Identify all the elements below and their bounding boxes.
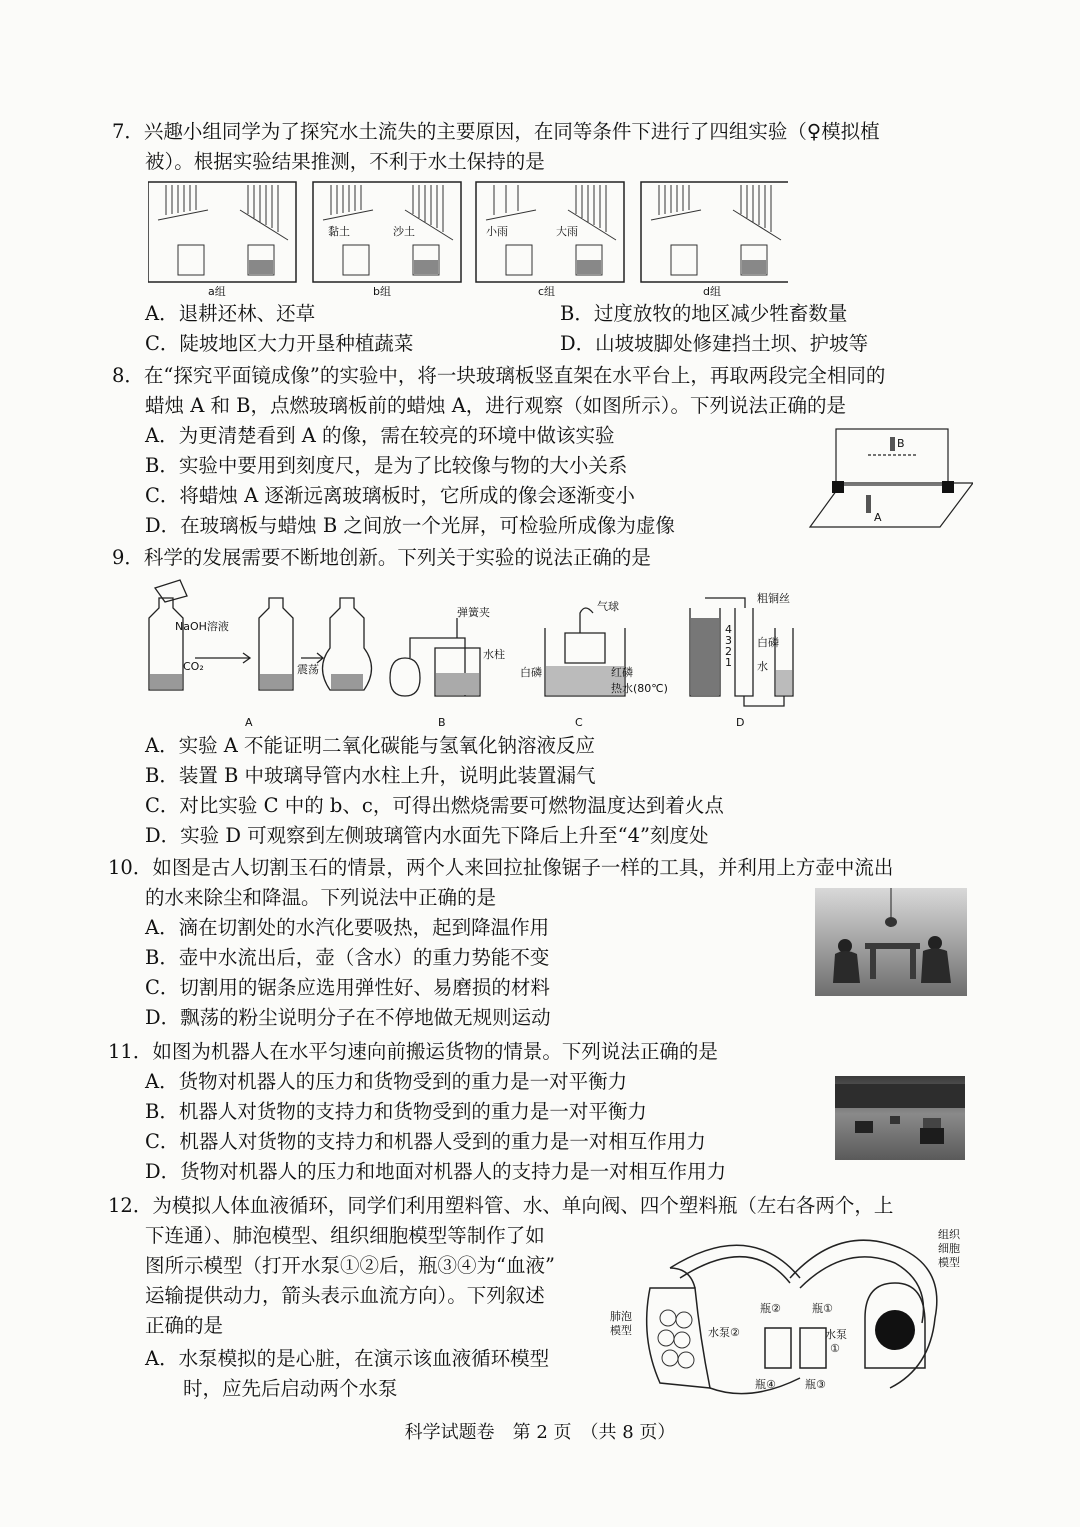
q10-jade-cutting-photo <box>815 888 967 1000</box>
q12-stem-line5: 正确的是 <box>145 1314 224 1337</box>
q9-option-b: B．装置 B 中玻璃导管内水柱上升，说明此装置漏气 <box>145 764 596 787</box>
q12-stem-line2: 下连通）、肺泡模型、组织细胞模型等制作了如 <box>145 1224 545 1247</box>
q12-label-pump-1b: ① <box>830 1342 840 1355</box>
q12-stem-line3: 图所示模型（打开水泵①②后，瓶③④为“血液” <box>145 1254 555 1277</box>
q8-label-a: A <box>874 511 882 524</box>
q9-label-red-p: 红磷 <box>611 666 633 679</box>
q10-option-b: B．壶中水流出后，壶（含水）的重力势能不变 <box>145 946 550 969</box>
q12-label-pump-1a: 水泵 <box>825 1328 847 1341</box>
q9-option-c: C．对比实验 C 中的 b、c，可得出燃烧需要可燃物温度达到着火点 <box>145 794 724 817</box>
q12-label-bottle-4: 瓶④ <box>755 1378 776 1391</box>
q9-tick-2: 2 <box>725 645 732 658</box>
q7-label-sand: 沙土 <box>393 225 415 238</box>
q9-option-d: D．实验 D 可观察到左侧玻璃管内水面先下降后上升至“4”刻度处 <box>145 824 709 847</box>
q8-option-b: B．实验中要用到刻度尺，是为了比较像与物的大小关系 <box>145 454 628 477</box>
q9-tick-4: 4 <box>725 623 732 636</box>
q7-figure <box>148 180 788 300</box>
q9-label-co2: CO₂ <box>183 660 204 673</box>
q8-stem-line1: 8．在“探究平面镜成像”的实验中，将一块玻璃板竖直架在水平台上，再取两段完全相同的 <box>112 364 886 387</box>
q8-stem-line2: 蜡烛 A 和 B，点燃玻璃板前的蜡烛 A，进行观察（如图所示）。下列说法正确的是 <box>145 394 847 417</box>
q11-option-a: A．货物对机器人的压力和货物受到的重力是一对平衡力 <box>145 1070 628 1093</box>
q9-option-a: A．实验 A 不能证明二氧化碳能与氢氧化钠溶液反应 <box>145 734 596 757</box>
q7-label-heavy-rain: 大雨 <box>556 225 578 238</box>
q9-figure <box>135 578 835 733</box>
q11-stem: 11．如图为机器人在水平匀速向前搬运货物的情景。下列说法正确的是 <box>108 1040 718 1063</box>
q7-label-clay: 黏土 <box>328 225 350 238</box>
q12-label-pump-2: 水泵② <box>708 1326 740 1339</box>
q9-label-white-p-d: 白磷 <box>757 636 779 649</box>
q7-stem-line2: 被）。根据实验结果推测，不利于水土保持的是 <box>145 150 545 173</box>
q9-label-hot-water: 热水(80℃) <box>611 682 668 695</box>
q9-label-balloon: 气球 <box>597 600 619 613</box>
q10-option-a: A．滴在切割处的水汽化要吸热，起到降温作用 <box>145 916 550 939</box>
q10-stem-line2: 的水来除尘和降温。下列说法中正确的是 <box>145 886 497 909</box>
q12-label-lung-2: 模型 <box>610 1324 632 1337</box>
q10-option-c: C．切割用的锯条应选用弹性好、易磨损的材料 <box>145 976 550 999</box>
q8-label-b: B <box>897 437 905 450</box>
q12-stem-line1: 12．为模拟人体血液循环，同学们利用塑料管、水、单向阀、四个塑料瓶（左右各两个，上 <box>108 1194 894 1217</box>
q9-label-clip: 弹簧夹 <box>457 606 490 619</box>
q9-letter-a: A <box>245 716 253 729</box>
q9-label-white-p-c: 白磷 <box>520 666 542 679</box>
q9-label-water-d: 水 <box>757 660 768 673</box>
q11-option-d: D．货物对机器人的压力和地面对机器人的支持力是一对相互作用力 <box>145 1160 727 1183</box>
q8-mirror-figure <box>808 425 973 535</box>
q9-letter-c: C <box>575 716 583 729</box>
q12-option-a-line2: 时，应先后启动两个水泵 <box>183 1377 398 1400</box>
q8-option-c: C．将蜡烛 A 逐渐远离玻璃板时，它所成的像会逐渐变小 <box>145 484 635 507</box>
q7-group-a: a组 <box>208 285 226 298</box>
q9-stem: 9．科学的发展需要不断地创新。下列关于实验的说法正确的是 <box>112 546 651 569</box>
q9-label-water-column: 水柱 <box>483 648 505 661</box>
q12-label-bottle-3: 瓶③ <box>805 1378 826 1391</box>
q12-label-tissue-3: 模型 <box>938 1256 960 1269</box>
q12-label-tissue-1: 组织 <box>938 1228 960 1241</box>
q7-option-a: A．退耕还林、还草 <box>145 302 316 325</box>
q9-label-shake: 震荡 <box>297 663 319 676</box>
q9-letter-b: B <box>438 716 446 729</box>
q11-robot-warehouse-photo <box>835 1076 965 1164</box>
q9-tick-1: 1 <box>725 656 732 669</box>
q9-letter-d: D <box>736 716 745 729</box>
q12-stem-line4: 运输提供动力，箭头表示血流方向）。下列叙述 <box>145 1284 545 1307</box>
q12-label-lung-1: 肺泡 <box>610 1310 632 1323</box>
q10-option-d: D．飘荡的粉尘说明分子在不停地做无规则运动 <box>145 1006 551 1029</box>
page-footer: 科学试题卷 第 2 页 （共 8 页） <box>404 1422 676 1443</box>
q9-label-naoh: NaOH溶液 <box>175 620 229 633</box>
q11-option-c: C．机器人对货物的支持力和机器人受到的重力是一对相互作用力 <box>145 1130 706 1153</box>
q12-label-bottle-1: 瓶① <box>812 1302 833 1315</box>
q7-option-d: D．山坡坡脚处修建挡土坝、护坡等 <box>560 332 869 355</box>
q10-stem-line1: 10．如图是古人切割玉石的情景，两个人来回拉扯像锯子一样的工具，并利用上方壶中流出 <box>108 856 894 879</box>
q7-stem-line1: 7．兴趣小组同学为了探究水土流失的主要原因，在同等条件下进行了四组实验（♀模拟植 <box>112 120 880 143</box>
q8-option-a: A．为更清楚看到 A 的像，需在较亮的环境中做该实验 <box>145 424 615 447</box>
q11-option-b: B．机器人对货物的支持力和货物受到的重力是一对平衡力 <box>145 1100 647 1123</box>
q12-option-a-line1: A．水泵模拟的是心脏，在演示该血液循环模型 <box>145 1347 550 1370</box>
q12-label-tissue-2: 细胞 <box>938 1242 960 1255</box>
q12-label-bottle-2: 瓶② <box>760 1302 781 1315</box>
q8-option-d: D．在玻璃板与蜡烛 B 之间放一个光屏，可检验所成像为虚像 <box>145 514 675 537</box>
q7-label-light-rain: 小雨 <box>486 225 508 238</box>
q9-tick-3: 3 <box>725 634 732 647</box>
q9-label-copper-wire: 粗铜丝 <box>757 592 790 605</box>
q7-group-c: c组 <box>538 285 556 298</box>
q7-group-d: d组 <box>703 285 721 298</box>
q12-circulation-model-figure <box>600 1228 970 1403</box>
q7-group-b: b组 <box>373 285 391 298</box>
q7-option-b: B．过度放牧的地区减少牲畜数量 <box>560 302 848 325</box>
q7-option-c: C．陡坡地区大力开垦种植蔬菜 <box>145 332 414 355</box>
